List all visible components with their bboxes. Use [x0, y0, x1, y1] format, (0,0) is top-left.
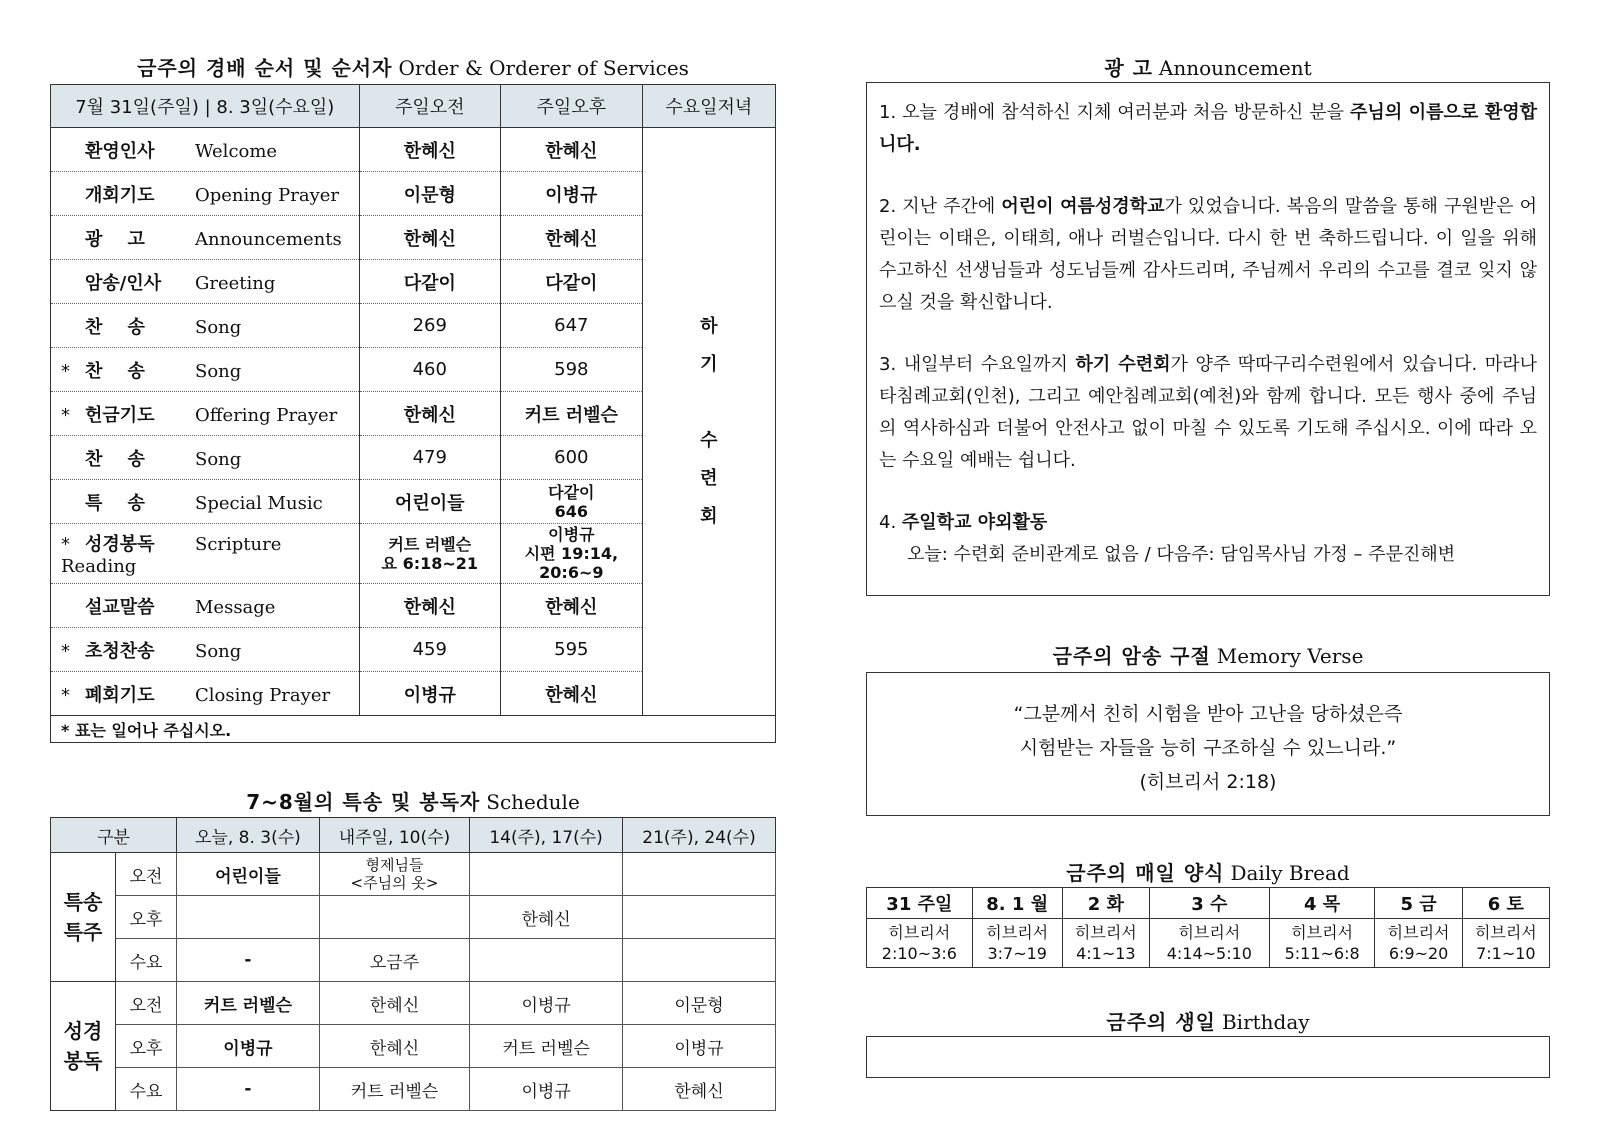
- bread-book: 히브리서: [1074, 923, 1137, 942]
- schedule-title: [50, 786, 776, 815]
- announcement-text: 주일학교 야외활동: [901, 512, 1048, 533]
- wednesday-char: 기: [700, 353, 718, 375]
- order-pm-cell: 한혜신: [501, 128, 643, 172]
- schedule-header-row: [51, 818, 776, 853]
- bread-ref: 3:7~19: [987, 944, 1047, 963]
- bread-book: 히브리서: [986, 923, 1049, 942]
- announcement-text: 가 있었습니다. 복음의 말씀을 통해 구원받은 어린이는 이태은, 이태희, 애나 러벌슨입니다. 다시 한 번 축하드립니다. 이 일을 위해 수고하신 선생님들과 성도님들께 감사드리며, 주님께서 우리의 수고를 결코 잊지 않으실 것을 확신합니다.: [879, 196, 1538, 313]
- order-am-cell: 한혜신: [359, 392, 501, 436]
- order-note-row: [51, 716, 776, 743]
- bread-day: 6 토: [1462, 888, 1549, 919]
- schedule-sub-label: 오후: [116, 1025, 177, 1068]
- announcement-text: 어린이 여름성경학교: [1001, 196, 1165, 217]
- stand-mark: *: [61, 684, 70, 706]
- schedule-cell: 이병규: [177, 1025, 320, 1068]
- bread-reading: [1149, 919, 1269, 968]
- order-item-en: Opening Prayer: [195, 184, 339, 206]
- schedule-title-en: Schedule: [486, 790, 580, 814]
- announcement-text: 2. 지난 주간에: [879, 196, 1002, 217]
- schedule-cell: 이병규: [470, 982, 623, 1025]
- order-header-row: [51, 85, 776, 128]
- order-row-label: [51, 128, 360, 172]
- announcement-item-4: [879, 507, 1537, 571]
- order-pm-cell: 한혜신: [501, 216, 643, 260]
- schedule-row: [51, 982, 776, 1025]
- order-row-label: [51, 480, 360, 524]
- order-item-en: Scripture Reading: [61, 534, 282, 577]
- bread-book: 히브리서: [1291, 923, 1354, 942]
- order-row: [51, 128, 776, 172]
- order-row-label: [51, 584, 360, 628]
- wednesday-char: [644, 384, 774, 422]
- order-item-en: Special Music: [195, 492, 323, 514]
- stand-mark: *: [61, 360, 70, 382]
- order-body: [51, 128, 776, 743]
- schedule-cell: [623, 939, 776, 982]
- stand-mark: *: [61, 640, 70, 662]
- order-item-ko: 환영인사: [85, 140, 155, 162]
- bread-reading: [1462, 919, 1549, 968]
- order-item-ko: 암송/인사: [85, 272, 162, 294]
- order-item-ko: 특 송: [85, 492, 145, 514]
- order-pm-cell: 600: [501, 436, 643, 480]
- daily-bread-table: [866, 887, 1550, 968]
- order-pm-cell: 647: [501, 304, 643, 348]
- wednesday-cell: [642, 128, 775, 716]
- stand-mark: *: [61, 534, 70, 555]
- order-am-cell: 459: [359, 628, 501, 672]
- schedule-row: [51, 1025, 776, 1068]
- schedule-sub-label: 오전: [116, 853, 177, 896]
- memory-verse-ref: (히브리서 2:18): [1139, 771, 1277, 793]
- bread-ref: 2:10~3:6: [881, 944, 957, 963]
- bread-ref: 7:1~10: [1476, 944, 1536, 963]
- announcement-text: 3. 내일부터 수요일까지: [879, 354, 1076, 375]
- order-header-wed: 수요일저녁: [642, 85, 775, 128]
- schedule-cell: 한혜신: [319, 982, 469, 1025]
- memory-title: [866, 640, 1550, 669]
- birthday-box: [866, 1036, 1550, 1078]
- memory-verse-box: [866, 672, 1550, 816]
- schedule-cell: 형제님들 <주님의 옷>: [319, 853, 469, 896]
- bread-ref: 4:14~5:10: [1166, 944, 1252, 963]
- schedule-row: [51, 1068, 776, 1111]
- order-row-label: [51, 524, 360, 584]
- bread-reading: [1269, 919, 1375, 968]
- schedule-cell: 한혜신: [623, 1068, 776, 1111]
- order-note: * 표는 일어나 주십시오.: [51, 716, 776, 743]
- schedule-cell: 이문형: [623, 982, 776, 1025]
- announcement-title-ko: 광 고: [1104, 56, 1153, 80]
- stand-mark: *: [61, 404, 70, 426]
- order-item-ko: 설교말씀: [85, 596, 155, 618]
- order-title-ko: 금주의 경배 순서 및 순서자: [137, 56, 393, 80]
- schedule-cell: -: [177, 939, 320, 982]
- order-header-date: 7월 31일(주일) | 8. 3일(수요일): [51, 85, 360, 128]
- order-row-label: [51, 172, 360, 216]
- schedule-cell: [623, 896, 776, 939]
- bread-reading: [972, 919, 1062, 968]
- schedule-row: [51, 896, 776, 939]
- bread-ref: 4:1~13: [1076, 944, 1136, 963]
- schedule-cell: [177, 896, 320, 939]
- order-item-en: Closing Prayer: [195, 684, 331, 706]
- order-title: [50, 52, 776, 81]
- birthday-title-ko: 금주의 생일: [1106, 1010, 1216, 1034]
- order-item-ko: 헌금기도: [85, 404, 155, 426]
- order-header-am: 주일오전: [359, 85, 501, 128]
- order-item-ko: 광 고: [85, 228, 145, 250]
- order-pm-cell: 이병규 시편 19:14, 20:6~9: [501, 524, 643, 584]
- bread-day: 2 화: [1062, 888, 1149, 919]
- order-row-label: [51, 348, 360, 392]
- schedule-cell: -: [177, 1068, 320, 1111]
- order-am-cell: 한혜신: [359, 128, 501, 172]
- schedule-cell: 어린이들: [177, 853, 320, 896]
- order-am-cell: 어린이들: [359, 480, 501, 524]
- wednesday-char: 회: [700, 505, 718, 527]
- birthday-title-en: Birthday: [1221, 1010, 1310, 1034]
- announcement-item-1: [879, 97, 1537, 161]
- announcement-title-en: Announcement: [1158, 56, 1312, 80]
- announcement-item-2: [879, 191, 1537, 319]
- schedule-row: [51, 853, 776, 896]
- memory-verse-line1: “그분께서 친히 시험을 받아 고난을 당하셨은즉: [1013, 703, 1403, 725]
- bread-day: 8. 1 월: [972, 888, 1062, 919]
- bread-reading: [867, 919, 973, 968]
- bread-reading: [1062, 919, 1149, 968]
- order-am-cell: 이병규: [359, 672, 501, 716]
- order-pm-cell: 커트 러벨슨: [501, 392, 643, 436]
- bread-day: 3 수: [1149, 888, 1269, 919]
- order-item-ko: 성경봉독: [85, 534, 155, 555]
- order-pm-cell: 이병규: [501, 172, 643, 216]
- order-of-services-table: [50, 84, 776, 743]
- order-item-ko: 찬 송: [85, 448, 145, 470]
- order-row-label: [51, 216, 360, 260]
- announcement-text: 가 양주 딱따구리수련원에서 있습니다. 마라나타침례교회(인천), 그리고 예안침례교회(예천)와 함께 합니다. 모든 행사 중에 주님의 역사하심과 더불어 안전사고 없이 마칠 수 있도록 기도해 주십시오. 이에 따라 오는 수요일 예배는 쉽니다.: [879, 354, 1537, 471]
- schedule-cell: [470, 853, 623, 896]
- birthday-title: [866, 1006, 1550, 1035]
- announcement-text: 1. 오늘 경배에 참석하신 지체 여러분과 처음 방문하신 분을: [879, 102, 1351, 123]
- schedule-cell: 한혜신: [470, 896, 623, 939]
- schedule-cell: 커트 러벨슨: [470, 1025, 623, 1068]
- schedule-header-col2: 내주일, 10(수): [319, 818, 469, 853]
- memory-title-en: Memory Verse: [1216, 644, 1364, 668]
- announcement-item-3: [879, 349, 1537, 477]
- announcement-title: [866, 52, 1550, 81]
- order-item-en: Song: [195, 316, 242, 338]
- order-item-ko: 폐회기도: [85, 684, 155, 706]
- order-item-ko: 초청찬송: [85, 640, 155, 662]
- schedule-cell: 이병규: [470, 1068, 623, 1111]
- order-am-cell: 479: [359, 436, 501, 480]
- order-am-cell: 다같이: [359, 260, 501, 304]
- bread-book: 히브리서: [888, 923, 951, 942]
- order-am-cell: 269: [359, 304, 501, 348]
- order-row-label: [51, 672, 360, 716]
- order-item-en: Offering Prayer: [195, 404, 338, 426]
- wednesday-char: 련: [700, 467, 718, 489]
- schedule-group-label: 특송 특주: [51, 853, 116, 982]
- order-item-en: Message: [195, 596, 276, 618]
- order-row-label: [51, 392, 360, 436]
- bread-book: 히브리서: [1474, 923, 1537, 942]
- schedule-cell: 커트 러벨슨: [319, 1068, 469, 1111]
- schedule-cell: 이병규: [623, 1025, 776, 1068]
- schedule-header-col1: 오늘, 8. 3(수): [177, 818, 320, 853]
- order-item-en: Song: [195, 448, 242, 470]
- announcement-text: 하기 수련회: [1075, 354, 1171, 375]
- order-item-en: Song: [195, 640, 242, 662]
- bread-title-ko: 금주의 매일 양식: [1066, 861, 1225, 885]
- announcement-text: 주님의 이름으로 환영합니다.: [879, 102, 1538, 155]
- schedule-cell: [470, 939, 623, 982]
- order-item-ko: 찬 송: [85, 316, 145, 338]
- bread-day: 4 목: [1269, 888, 1375, 919]
- announcement-text: 4.: [879, 512, 902, 533]
- schedule-cell: 오금주: [319, 939, 469, 982]
- bread-title: [866, 857, 1550, 886]
- order-am-cell: 한혜신: [359, 584, 501, 628]
- order-pm-cell: 595: [501, 628, 643, 672]
- schedule-cell: [623, 853, 776, 896]
- order-item-en: Welcome: [195, 140, 278, 162]
- schedule-row: [51, 939, 776, 982]
- order-row-label: [51, 260, 360, 304]
- bread-body-row: [867, 919, 1550, 968]
- announcement-box: [866, 82, 1550, 596]
- order-pm-cell: 한혜신: [501, 584, 643, 628]
- bread-title-en: Daily Bread: [1230, 861, 1350, 885]
- schedule-header-col4: 21(주), 24(수): [623, 818, 776, 853]
- order-header-pm: 주일오후: [501, 85, 643, 128]
- bread-day: 5 금: [1375, 888, 1462, 919]
- order-row-label: [51, 628, 360, 672]
- bread-ref: 6:9~20: [1388, 944, 1449, 963]
- schedule-sub-label: 수요: [116, 1068, 177, 1111]
- schedule-cell: 커트 러벨슨: [177, 982, 320, 1025]
- wednesday-char: 하: [700, 315, 718, 337]
- schedule-header-category: 구분: [51, 818, 177, 853]
- bread-ref: 5:11~6:8: [1284, 944, 1360, 963]
- schedule-header-col3: 14(주), 17(수): [470, 818, 623, 853]
- memory-title-ko: 금주의 암송 구절: [1052, 644, 1211, 668]
- order-am-cell: 이문형: [359, 172, 501, 216]
- announcement-subline: 오늘: 수련회 준비관계로 없음 / 다음주: 담임목사님 가정 – 주문진해변: [907, 544, 1456, 565]
- order-am-cell: 460: [359, 348, 501, 392]
- bread-book: 히브리서: [1178, 923, 1241, 942]
- order-title-en: Order & Orderer of Services: [398, 56, 689, 80]
- schedule-table: [50, 817, 776, 1111]
- order-am-cell: 한혜신: [359, 216, 501, 260]
- order-item-en: Announcements: [195, 228, 342, 250]
- bread-book: 히브리서: [1387, 923, 1450, 942]
- schedule-sub-label: 오전: [116, 982, 177, 1025]
- order-pm-cell: 한혜신: [501, 672, 643, 716]
- order-pm-cell: 다같이 646: [501, 480, 643, 524]
- schedule-title-ko: 7~8월의 특송 및 봉독자: [246, 790, 481, 814]
- order-item-ko: 개회기도: [85, 184, 155, 206]
- schedule-cell: 한혜신: [319, 1025, 469, 1068]
- order-item-en: Greeting: [195, 272, 276, 294]
- schedule-group-label: 성경 봉독: [51, 982, 116, 1111]
- order-row-label: [51, 304, 360, 348]
- order-pm-cell: 598: [501, 348, 643, 392]
- wednesday-char: 수: [700, 429, 718, 451]
- bread-header-row: [867, 888, 1550, 919]
- schedule-sub-label: 수요: [116, 939, 177, 982]
- order-item-ko: 찬 송: [85, 360, 145, 382]
- bread-day: 31 주일: [867, 888, 973, 919]
- schedule-sub-label: 오후: [116, 896, 177, 939]
- schedule-cell: [319, 896, 469, 939]
- order-pm-cell: 다같이: [501, 260, 643, 304]
- order-row-label: [51, 436, 360, 480]
- schedule-body: [51, 853, 776, 1111]
- order-am-cell: 커트 러벨슨 요 6:18~21: [359, 524, 501, 584]
- order-item-en: Song: [195, 360, 242, 382]
- memory-verse-line2: 시험받는 자들을 능히 구조하실 수 있느니라.”: [1019, 737, 1397, 759]
- bread-reading: [1375, 919, 1462, 968]
